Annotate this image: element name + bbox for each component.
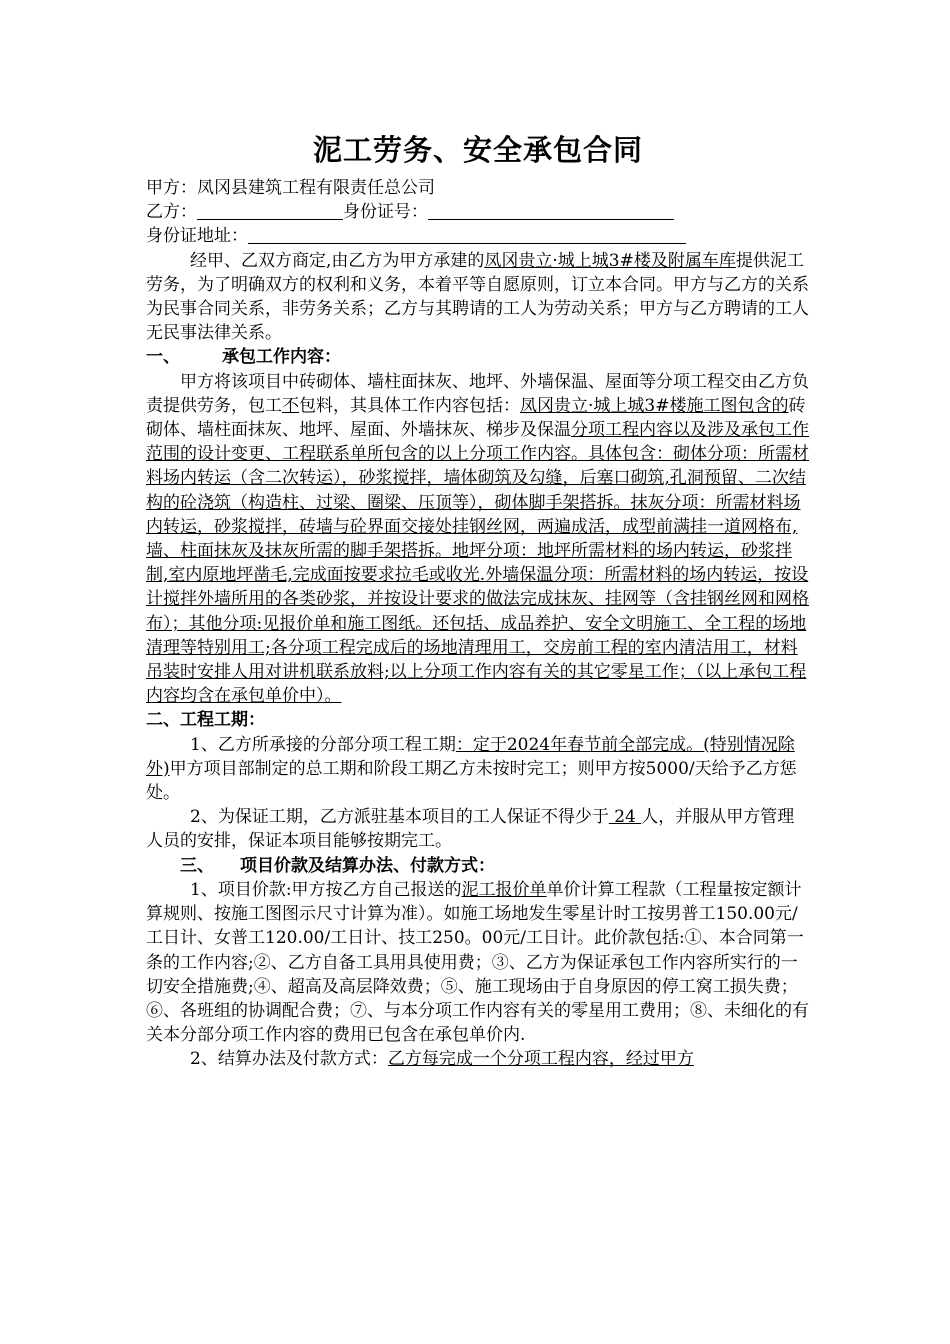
section-1-underline-1: 不 <box>282 395 299 416</box>
party-a-label: 甲方： <box>146 178 197 198</box>
section-2-item-1-text-2: 甲方项目部制定的总工期和阶段工期乙方未按时完工；则甲方按5000/天给予乙方惩处。 <box>146 758 797 804</box>
quotation-sheet: 泥工报价单 <box>461 879 547 900</box>
section-1-underline-2: 凤冈贵立·城上城3#楼施工图包含的 <box>520 395 789 416</box>
section-3-item-2-text-1: 2、结算办法及付款方式： <box>190 1049 388 1070</box>
section-1-body <box>146 370 810 709</box>
section-2-item-1 <box>146 733 810 806</box>
section-1-heading <box>146 345 810 369</box>
party-b-id-label: 身份证号： <box>343 202 428 223</box>
section-3-item-1 <box>146 878 810 1047</box>
section-2-item-2-text-2: 人，并服从甲方管理人员的安排，保证本项目能够按期完工。 <box>146 807 795 852</box>
intro-paragraph <box>146 249 810 346</box>
section-2-heading: 二、工程工期： <box>146 710 265 731</box>
section-2-item-2-text-1: 2、为保证工期，乙方派驻基本项目的工人保证不得少于 <box>190 807 609 828</box>
worker-count: 24 <box>608 807 642 828</box>
section-1-text-2: 包料，其具体工作内容包括： <box>299 395 520 416</box>
party-b-label: 乙方： <box>146 202 197 223</box>
id-address-line <box>146 224 810 248</box>
contract-page <box>146 128 810 1072</box>
id-address-label: 身份证地址： <box>146 226 248 247</box>
party-a-line <box>146 176 810 200</box>
section-3-number: 三、 <box>180 855 214 876</box>
intro-text-1: 经甲、乙双方商定,由乙方为甲方承建的 <box>190 250 485 271</box>
section-1-number: 一、 <box>146 347 180 368</box>
id-address-blank <box>248 225 686 244</box>
party-b-line <box>146 200 810 224</box>
section-3-title: 项目价款及结算办法、付款方式： <box>240 855 495 876</box>
project-name: 凤冈贵立·城上城3#楼及附属车库 <box>484 250 736 271</box>
section-3-item-1-text-1: 1、项目价款:甲方按乙方自己报送的 <box>190 879 462 900</box>
section-3-item-2-underline: 乙方每完成一个分项工程内容，经过甲方 <box>387 1049 694 1070</box>
section-3-heading <box>146 854 810 878</box>
party-b-name-blank <box>197 201 343 220</box>
party-a-name: 凤冈县建筑工程有限责任总公司 <box>197 178 435 198</box>
section-2-deadline: ：定于2024年春节前全部完成。(特别情况除外) <box>146 734 795 779</box>
section-3-item-1-text-2: 单价计算工程款（工程量按定额计算规则、按施工图图示尺寸计算为准）。如施工场地发生零星计时工按男普工150.00元/工日计、女普工120.00/工日计、技工250。00元/工日计。此价款包括:①、本合同第一条的工作内容;②、乙方自备工具用具使用费；③、乙方为保证承包工作内容所实行的一切安全措施费;④、超高及高层降效费；⑤、施工现场由于自身原因的停工窝工损失费；⑥、各班组的协调配合费；⑦、与本分项工作内容有关的零星用工费用；⑧、未细化的有关本分部分项工作内容的费用已包含在承包单价内. <box>146 879 809 1046</box>
document-title: 泥工劳务、安全承包合同 <box>312 133 643 167</box>
section-1-underline-3: 分项工程内容以及涉及承包工作范围的设计变更、工程联系单所包含的以上分项工作内容。具体包含：砌体分项：所需材料场内转运（含二次转运），砂浆搅拌，墙体砌筑及勾缝，后塞口砌筑,孔洞预留、二次结构的砼浇筑（构造柱、过梁、圈梁、压顶等），砌体脚手架搭拆。抹灰分项：所需材料场内转运，砂浆搅拌，砖墙与砼界面交接处挂钢丝网，两遍成活，成型前满挂一道网格布,墙、柱面抹灰及抹灰所需的脚手架搭拆。地坪分项：地坪所需材料的场内转运，砂浆拌制,室内原地坪凿毛,完成面按要求拉毛或收光.外墙保温分项：所需材料的场内转运，按设计搅拌外墙所用的各类砂浆，并按设计要求的做法完成抹灰、挂网等（含挂钢丝网和网格布）；其他分项:见报价单和施工图纸。还包括、成品养护、安全文明施工、全工程的场地清理等特别用工;各分项工程完成后的场地清理用工，交房前工程的室内清洁用工，材料吊装时安排人用对讲机联系放料;以上分项工作内容有关的其它零星工作；（以上承包工程内容均含在承包单价中）。 <box>146 420 809 707</box>
party-b-id-blank <box>428 201 674 220</box>
section-3-item-2 <box>146 1047 810 1071</box>
section-1-title: 承包工作内容： <box>222 347 341 368</box>
section-2-item-2 <box>146 805 810 853</box>
section-2-item-1-text-1: 1、乙方所承接的分部分项工程工期 <box>190 734 456 755</box>
intro-text-2: 提供泥工劳务，为了明确双方的权利和义务，本着平等自愿原则，订立本合同。甲方与乙方的关系为民事合同关系，非劳务关系；乙方与其聘请的工人为劳动关系；甲方与乙方聘请的工人无民事法律关系。 <box>146 250 809 344</box>
section-1-text-3: 砖砌体、墙柱面抹灰、地坪、屋面、外墙抹灰、梯步及保温 <box>146 395 806 441</box>
section-1-text-1: 甲方将该项目中砖砌体、墙柱面抹灰、地坪、外墙保温、屋面等分项工程交由乙方负责提供劳务，包工 <box>146 371 809 416</box>
